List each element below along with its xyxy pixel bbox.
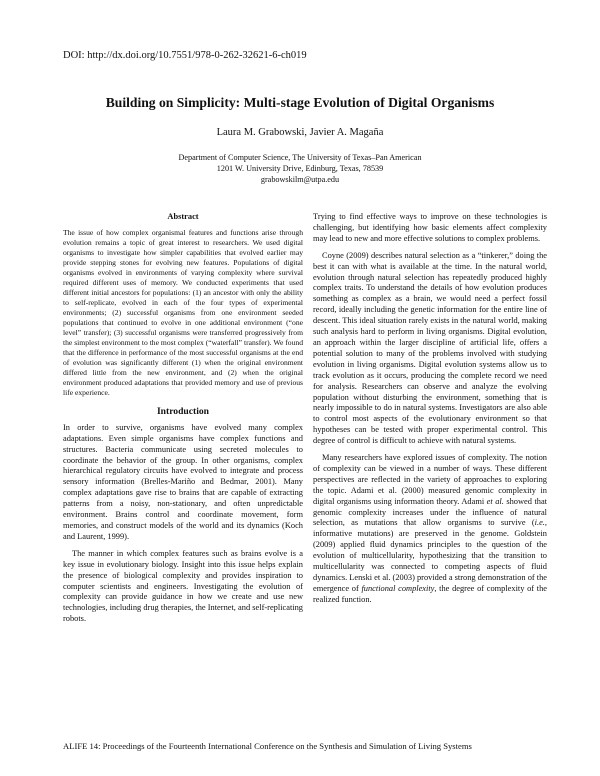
introduction-heading: Introduction xyxy=(156,405,210,417)
affiliation-address: 1201 W. University Drive, Edinburg, Texas, 78539 xyxy=(216,164,384,173)
doi-line[interactable]: DOI: http://dx.doi.org/10.7551/978-0-262-32621-6-ch019 xyxy=(63,50,307,61)
right-column xyxy=(313,212,547,612)
affiliation-email[interactable]: grabowskilm@utpa.edu xyxy=(260,175,340,184)
p3-etal: et al. xyxy=(486,496,504,506)
proceedings-footer: ALIFE 14: Proceedings of the Fourteenth International Conference on the Synthesis and Simulation of Living Systems xyxy=(63,741,472,751)
p3-part-a: Many researchers have explored issues of complexity. The notion of complexity can be viewed in a number of ways. These different perspectives are reflected in the variety of approaches to exploring the topic. Adami et al. (2000) measured genomic complexity in digital organisms using information theory. Adami xyxy=(313,453,547,506)
intro-paragraph-1: In order to survive, organisms have evolved many complex adaptations. Even simple organisms have complex functions and structures. Bacteria communicate using secreted molecules to coordinate the behavior of the group. In other organisms, complex hierarchical regulatory circuits have evolved to integrate and process sensory information (Brelles-Mariño and Bedmar, 2001). Many complex adaptations gave rise to brains that are capable of extracting patterns from a noisy, non-stationary, and often unpredictable environment. Brains control and coordinate movement, form memories, and construct models of the world and its dynamics (Koch and Laurent, 1999). xyxy=(63,422,303,541)
intro-paragraph-2: The manner in which complex features such as brains evolve is a key issue in evolutionary biology. Insight into this issue helps explain the presence of biological complexity and provides inspiration to computer scientists and engineers. Investigating the evolution of complexity can provide guidance in how we create and use new technologies, including drug therapies, the Internet, and self-replicating robots. xyxy=(63,548,303,624)
right-paragraph-1: Trying to find effective ways to improve on these technologies is challenging, but identifying how basic elements affect complexity may lead to new and more effective solutions to complex problems. xyxy=(313,212,547,243)
p3-part-b: showed that genomic complexity increases under the influence of natural selection, as mutations that allow organisms to survive ( xyxy=(313,496,547,528)
authors: Laura M. Grabowski, Javier A. Magaña xyxy=(216,127,384,138)
p3-part-d: , the degree of complexity of the realized function. xyxy=(313,583,547,604)
left-column xyxy=(63,212,303,631)
p3-functional-complexity: functional complexity xyxy=(361,583,435,593)
affiliation-dept: Department of Computer Science, The University of Texas–Pan American xyxy=(178,153,422,162)
right-paragraph-3 xyxy=(313,453,547,606)
paper-title: Building on Simplicity: Multi-stage Evolution of Digital Organisms xyxy=(105,95,495,110)
p3-ie: i.e. xyxy=(534,518,545,528)
abstract-text: The issue of how complex organismal features and functions arise through evolution remains a topic of great interest to researchers. We used digital organisms to investigate how simpler capabilities that evolved earlier may provide stepping stones for evolving new features. Populations of digital organisms evolved in environments of varying complexity where survival required different uses of memory. We conducted experiments that used different initial ancestors for populations: (1) an ancestor with only the ability to self-replicate, evolved in each of the four types of experimental environments; (2) successful organisms from one environment seeded populations that continued to evolve in one additional environment (“one level” transfer); (3) successful organisms were transferred progressively from the simplest environment to the most complex (“waterfall” transfer). We found that the difference in performance of the most successful organisms at the end of evolution was significantly different (1) when the original environment differed little from the new environment, and (2) when the original environment produced adaptations that provided memory and use of previous life experience. xyxy=(63,227,303,397)
affiliation xyxy=(0,152,600,185)
p3-part-c: , informative mutations) are preserved in the genome. Goldstein (2009) applied fluid dynamics principles to the question of the evolution of multicellularity, hypothesizing that the transition to multicellularity was connected to competing aspects of fluid dynamics. Lenski et al. (2003) provided a strong demonstration of the emergence of xyxy=(313,518,547,593)
abstract-heading: Abstract xyxy=(167,212,199,221)
right-paragraph-2: Coyne (2009) describes natural selection as a “tinkerer,” doing the best it can with what is available at the time. In the natural world, evolution through natural selection has repeatedly produced highly complex traits. To understand the details of how evolution produces something as complex as a brain, we would need a perfect fossil record, ideally including the genetic information for the entire line of descent. This ideal situation rarely exists in the natural world, making such analysis hard to perform in living organisms. Digital evolution, an approach within the larger discipline of artificial life, offers a potential solution to many of the problems involved with studying evolution in living organisms. Digital evolution systems allow us to track evolution as it occurs, producing the complete record we need for analysis. Researchers can observe and analyze the evolving population without disturbing the environment, something that is nearly impossible to do in natural systems. Investigators are also able to control most aspects of the evolutionary environment so that hypotheses can be tested with proper experimental control. This degree of control is difficult to achieve with natural systems. xyxy=(313,250,547,446)
